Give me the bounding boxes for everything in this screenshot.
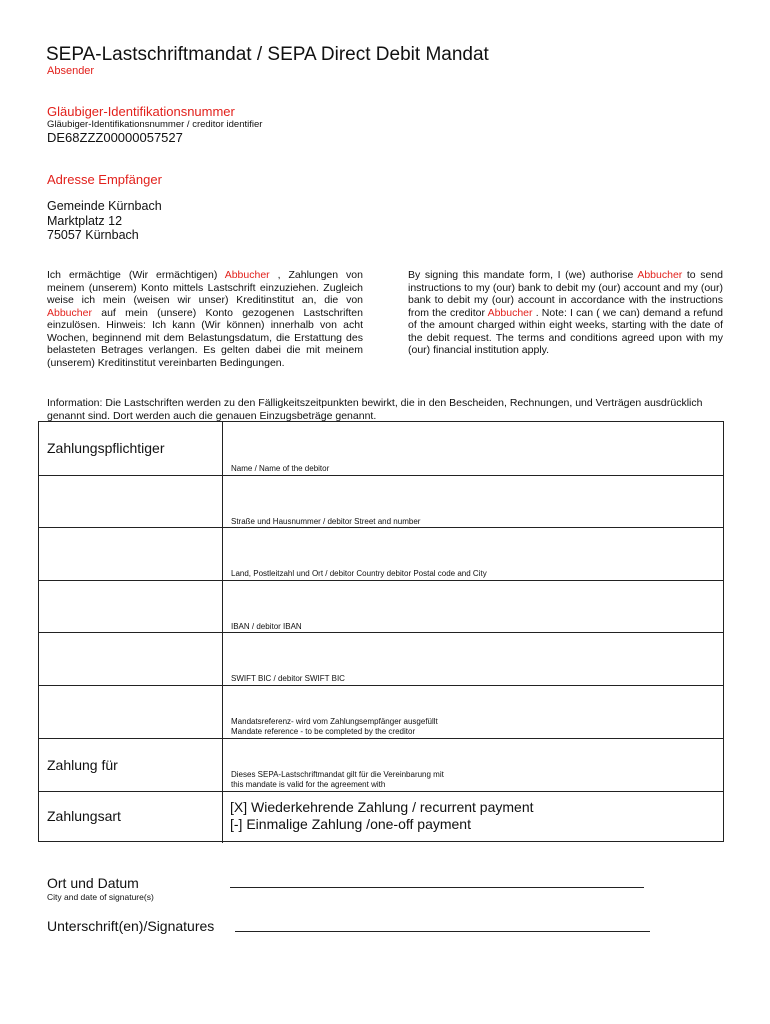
form-label-cell xyxy=(39,633,223,685)
form-label-cell xyxy=(39,739,223,791)
iban-caption: IBAN / debitor IBAN xyxy=(231,622,302,631)
information-text: Information: Die Lastschriften werden zu den Fälligkeitszeitpunkten bewirkt, die in den Bescheiden, Rechnungen, und Verträgen ausdrücklich genannt sind. Dort werden auch die genauen Einzugsbeträge genannt. xyxy=(47,397,703,422)
iban-field[interactable] xyxy=(223,581,723,632)
creditor-id-heading: Gläubiger-Identifikationsnummer xyxy=(47,104,235,119)
option-one-off-payment[interactable]: [-] Einmalige Zahlung /one-off payment xyxy=(230,816,471,832)
mandate-reference-field xyxy=(223,686,723,738)
form-row-street xyxy=(39,476,723,528)
address-line-1: Gemeinde Kürnbach xyxy=(47,199,162,213)
mandate-de-part1: Ich ermächtige (Wir ermächtigen) xyxy=(47,269,225,281)
signature-label: Unterschrift(en)/Signatures xyxy=(47,918,215,934)
page-title: SEPA-Lastschriftmandat / SEPA Direct Debit Mandat xyxy=(46,44,489,65)
address-line-2: Marktplatz 12 xyxy=(47,213,123,228)
creditor-name: Abbucher xyxy=(47,306,92,319)
form-row-payment-for xyxy=(39,739,723,792)
payment-type-label: Zahlungsart xyxy=(47,808,121,824)
mandate-reference-caption-de: Mandatsreferenz- wird vom Zahlungsempfänger ausgefüllt xyxy=(231,717,438,726)
form-row-mandate-reference xyxy=(39,686,723,739)
creditor-name: Abbucher xyxy=(487,306,533,319)
payment-for-label: Zahlung für xyxy=(47,757,118,773)
place-date-line[interactable] xyxy=(230,887,644,888)
place-date-label: Ort und Datum xyxy=(47,875,139,891)
mandate-text-english xyxy=(408,269,723,357)
form-row-bic xyxy=(39,633,723,686)
street-field[interactable] xyxy=(223,476,723,527)
payment-type-options xyxy=(223,792,723,843)
debitor-form-table xyxy=(38,421,724,842)
mandate-en-part3: . Note: I can ( we can) demand a refund of the amount charged within eight weeks, starting with the date of the debit request. The terms and conditions agreed upon with my (our) financial institution apply. xyxy=(408,306,724,356)
form-row-city xyxy=(39,528,723,581)
signature-line[interactable] xyxy=(235,931,650,932)
name-caption: Name / Name of the debitor xyxy=(231,464,330,473)
mandate-de-part3: auf mein (unsere) Konto gezogenen Lastschriften einzulösen. Hinweis: Ich kann (Wir können) innerhalb von acht Wochen, beginnend mit dem Belastungsdatum, die Erstattung des belasteten Betrages verlangen. Es gelten dabei die mit meinem (unserem) Kreditinstitut vereinbarten Bedingungen. xyxy=(47,306,363,369)
bic-field[interactable] xyxy=(223,633,723,685)
form-label-cell xyxy=(39,476,223,527)
form-label-cell xyxy=(39,528,223,580)
address-line-3: 75057 Kürnbach xyxy=(47,228,139,242)
sender-label: Absender xyxy=(47,65,95,77)
place-date-sublabel: City and date of signature(s) xyxy=(47,892,154,902)
form-label-cell xyxy=(39,686,223,738)
payment-for-caption-de: Dieses SEPA-Lastschriftmandat gilt für die Vereinbarung mit xyxy=(231,770,444,779)
form-label-cell xyxy=(39,422,223,475)
form-row-payment-type xyxy=(39,792,723,843)
option-recurrent-payment[interactable]: [X] Wiederkehrende Zahlung / recurrent payment xyxy=(230,799,534,815)
mandate-en-part1: By signing this mandate form, I (we) authorise xyxy=(408,269,638,281)
mandate-de-part2: , Zahlungen von meinem (unserem) Konto mittels Lastschrift einzuziehen. Zugleich weise ich mein (weisen wir unser) Kreditinstitut an, die von xyxy=(47,269,363,306)
form-label-cell xyxy=(39,792,223,843)
payment-for-field xyxy=(223,739,723,791)
city-field[interactable] xyxy=(223,528,723,580)
form-label-cell xyxy=(39,581,223,632)
recipient-address-heading: Adresse Empfänger xyxy=(47,172,162,187)
bic-caption: SWIFT BIC / debitor SWIFT BIC xyxy=(231,674,345,683)
creditor-name: Abbucher xyxy=(637,269,683,281)
name-field[interactable] xyxy=(223,422,723,475)
creditor-id-subheading: Gläubiger-Identifikationsnummer / creditor identifier xyxy=(47,119,263,130)
form-row-iban xyxy=(39,581,723,633)
mandate-reference-caption-en: Mandate reference - to be completed by the creditor xyxy=(231,727,416,736)
city-caption: Land, Postleitzahl und Ort / debitor Country debitor Postal code and City xyxy=(231,569,487,578)
street-caption: Straße und Hausnummer / debitor Street and number xyxy=(231,517,421,526)
recipient-address xyxy=(47,199,162,243)
payer-label: Zahlungspflichtiger xyxy=(47,440,165,456)
mandate-en-part2: to send instructions to my (our) bank to debit my (our) account and my (our) bank to debit my (our) account in accordance with the instructions from the creditor xyxy=(408,269,723,319)
creditor-id-value: DE68ZZZ00000057527 xyxy=(47,130,183,145)
form-row-name xyxy=(39,422,723,476)
creditor-name: Abbucher xyxy=(224,269,270,281)
payment-for-caption-en: this mandate is valid for the agreement with xyxy=(231,780,386,789)
mandate-text-german xyxy=(47,269,363,369)
